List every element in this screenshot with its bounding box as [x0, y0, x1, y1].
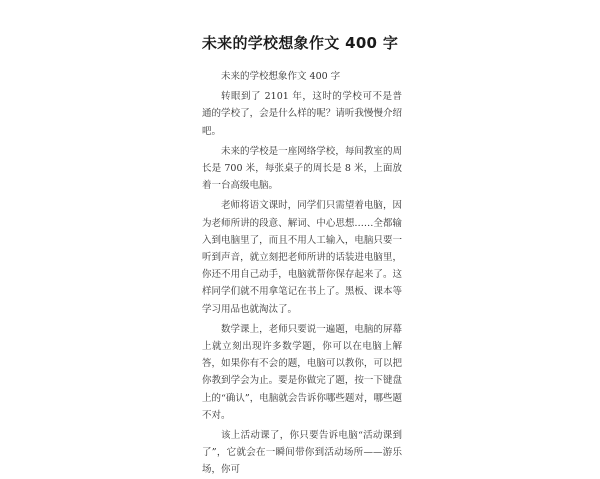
paragraph-chinese-class: 老师将语文课时，同学们只需望着电脑，因为老师所讲的段意、解词、中心思想……全都输入到电脑里了，而且不用人工输入，电脑只要一听到声音，就立刻把老师所讲的话装进电脑里，你还不用自己动手，电脑就帮你保存起来了。这样同学们就不用拿笔记在书上了。黑板、课本等学习用品也就淘汰了。 [202, 200, 402, 315]
paragraph-subtitle: 未来的学校想象作文 400 字 [221, 71, 341, 82]
paragraph-math-class: 数学课上，老师只要说一遍题，电脑的屏幕上就立刻出现许多数学题，你可以在电脑上解答，如果你有不会的题，电脑可以教你，可以把你教到学会为止。要是你做完了题，按一下键盘上的“确认”，电脑就会告诉你哪些题对，哪些题不对。 [202, 323, 402, 421]
document-title: 未来的学校想象作文 400 字 [201, 34, 399, 52]
paragraph-school: 未来的学校是一座网络学校，每间教室的周长是 700 米，每张桌子的周长是 8 米，上面放着一台高级电脑。 [202, 145, 402, 192]
paragraph-intro: 转眼到了 2101 年，这时的学校可不是普通的学校了，会是什么样的呢？请听我慢慢介绍吧。 [202, 91, 402, 137]
paragraph-activity-class: 该上活动课了，你只要告诉电脑“活动课到了”，它就会在一瞬间带你到活动场所——游乐场，你可 [202, 430, 402, 476]
document-body [202, 68, 402, 479]
